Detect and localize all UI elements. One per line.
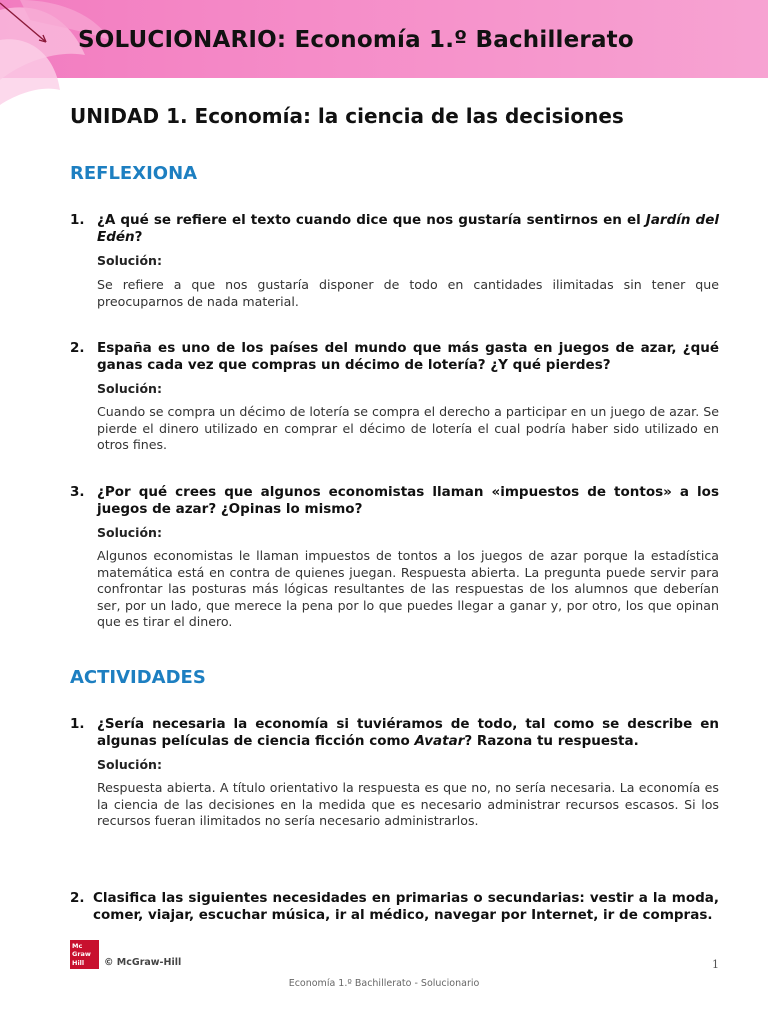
solution-label: Solución:	[97, 381, 162, 396]
answer-text: Algunos economistas le llaman impuestos de tontos a los juegos de azar porque la estadística matemática está en contra de quienes juegan. Respuesta abierta. La pregunta puede servir para confrontar las posturas más lógicas resultantes de las respuestas de los alumnos que deberían ser, por un lado, que merece la pena por lo que puedes llegar a ganar y, por otro, los que opinan que es tirar el dinero.	[97, 548, 719, 630]
answer-text: Se refiere a que nos gustaría disponer de todo en cantidades ilimitadas sin tener que preocuparnos de nada material.	[97, 277, 719, 309]
question-italic-text: Jardín del Edén	[97, 212, 720, 245]
page-number: 1	[712, 958, 719, 971]
unit-title: UNIDAD 1. Economía: la ciencia de las decisiones	[70, 104, 624, 128]
question-text: Clasifica las siguientes necesidades en primarias o secundarias: vestir a la moda, comer, viajar, escuchar música, ir al médico, navegar por Internet, ir de compras.	[93, 890, 719, 923]
question-text: ¿A qué se refiere el texto cuando dice que nos gustaría sentirnos en el Jardín del Edén?	[97, 212, 720, 245]
question-text: ¿Por qué crees que algunos economistas llaman «impuestos de tontos» a los juegos de azar? ¿Opinas lo mismo?	[97, 484, 719, 517]
decorative-petals-graphic	[0, 0, 190, 110]
mcgraw-hill-logo: Mc Graw Hill	[70, 940, 99, 969]
question-number: 2.	[70, 340, 85, 356]
section-heading-reflexiona: REFLEXIONA	[70, 163, 198, 184]
question-text: España es uno de los países del mundo que más gasta en juegos de azar, ¿qué ganas cada vez que compras un décimo de lotería? ¿Y qué pierdes?	[97, 340, 719, 373]
solution-label: Solución:	[97, 253, 162, 268]
solution-label: Solución:	[97, 525, 162, 540]
question-number: 2.	[70, 890, 85, 906]
answer-text: Respuesta abierta. A título orientativo la respuesta es que no, no sería necesaria. La economía es la ciencia de las decisiones en la medida que es necesario administrar recursos escasos. Si los recursos fueran ilimitados no sería necesario administrarlos.	[97, 780, 719, 829]
answer-text: Cuando se compra un décimo de lotería se compra el derecho a participar en un juego de azar. Se pierde el dinero utilizado en comprar el décimo de lotería el cual podría haber sido utilizado en otros fines.	[97, 404, 719, 453]
question-number: 1.	[70, 212, 85, 228]
question-text: ¿Sería necesaria la economía si tuviéramos de todo, tal como se describe en algunas películas de ciencia ficción como Avatar? Razona tu respuesta.	[97, 716, 719, 749]
question-italic-text: Avatar	[414, 733, 465, 749]
section-heading-actividades: ACTIVIDADES	[70, 667, 206, 688]
copyright-notice: © McGraw-Hill	[104, 957, 182, 968]
question-number: 1.	[70, 716, 85, 732]
question-number: 3.	[70, 484, 85, 500]
footer-caption: Economía 1.º Bachillerato - Solucionario	[288, 978, 480, 989]
solution-label: Solución:	[97, 757, 162, 772]
document-header-title: SOLUCIONARIO: Economía 1.º Bachillerato	[78, 27, 634, 53]
